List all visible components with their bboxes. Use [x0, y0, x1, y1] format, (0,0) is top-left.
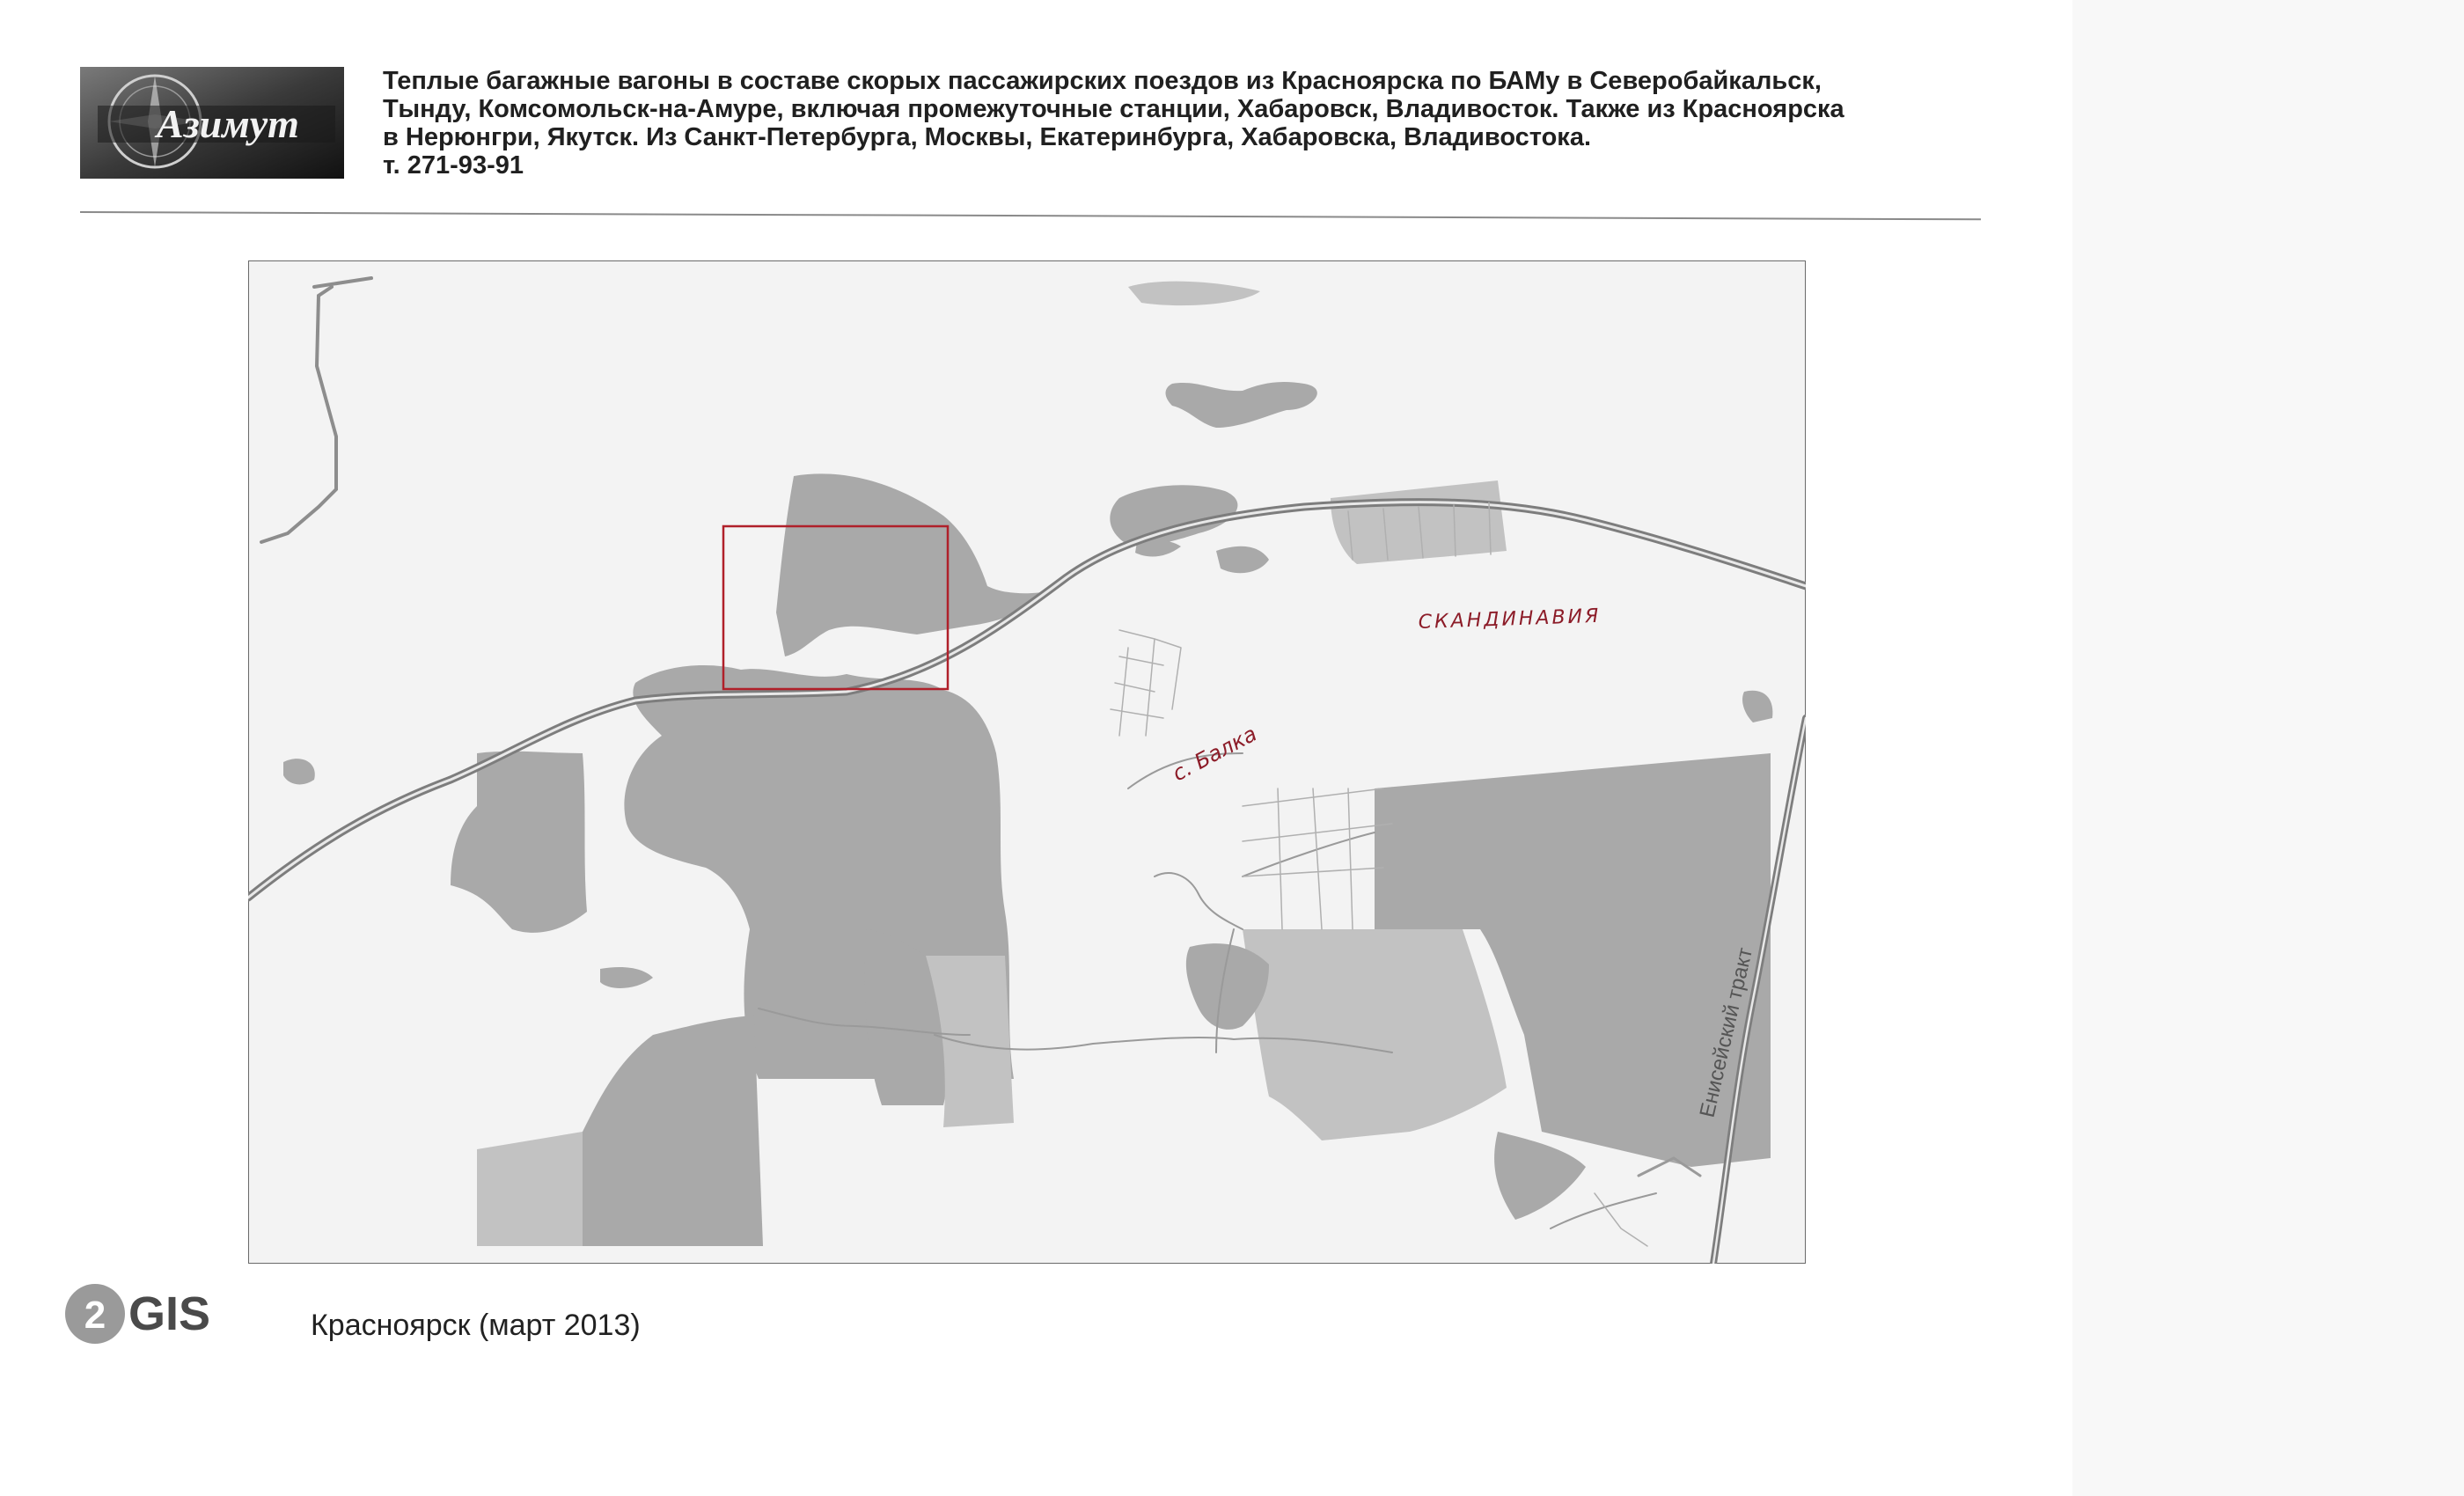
logo-text: Азимут [157, 101, 299, 146]
azimut-logo [80, 67, 344, 179]
svg-text:2: 2 [84, 1294, 106, 1337]
brand-text: GIS [128, 1287, 211, 1340]
map[interactable] [248, 260, 1806, 1264]
2gis-logo [62, 1280, 233, 1346]
header-line: Теплые багажные вагоны в составе скорых пассажирских поездов из Красноярска по БАМу в Северобайкальск, [383, 67, 1822, 95]
road-label: Енисейский тракт [1695, 945, 1758, 1120]
header-line: т. 271-93-91 [383, 151, 524, 180]
header-divider [80, 211, 1981, 220]
handwritten-label-balka: с. Балка [1168, 721, 1261, 787]
scan-page-edge [2072, 0, 2464, 1496]
map-caption: Красноярск (март 2013) [311, 1309, 641, 1342]
forest-patch [477, 1132, 583, 1246]
header-line: Тынду, Комсомольск-на-Амуре, включая промежуточные станции, Хабаровск, Владивосток. Также из Красноярска [383, 95, 1844, 123]
handwritten-label-scandinavia: СКАНДИНАВИЯ [1418, 605, 1602, 634]
header-text [383, 67, 2020, 180]
header-line: в Нерюнгри, Якутск. Из Санкт-Петербурга, Москвы, Екатеринбурга, Хабаровска, Владивостока. [383, 123, 1592, 151]
